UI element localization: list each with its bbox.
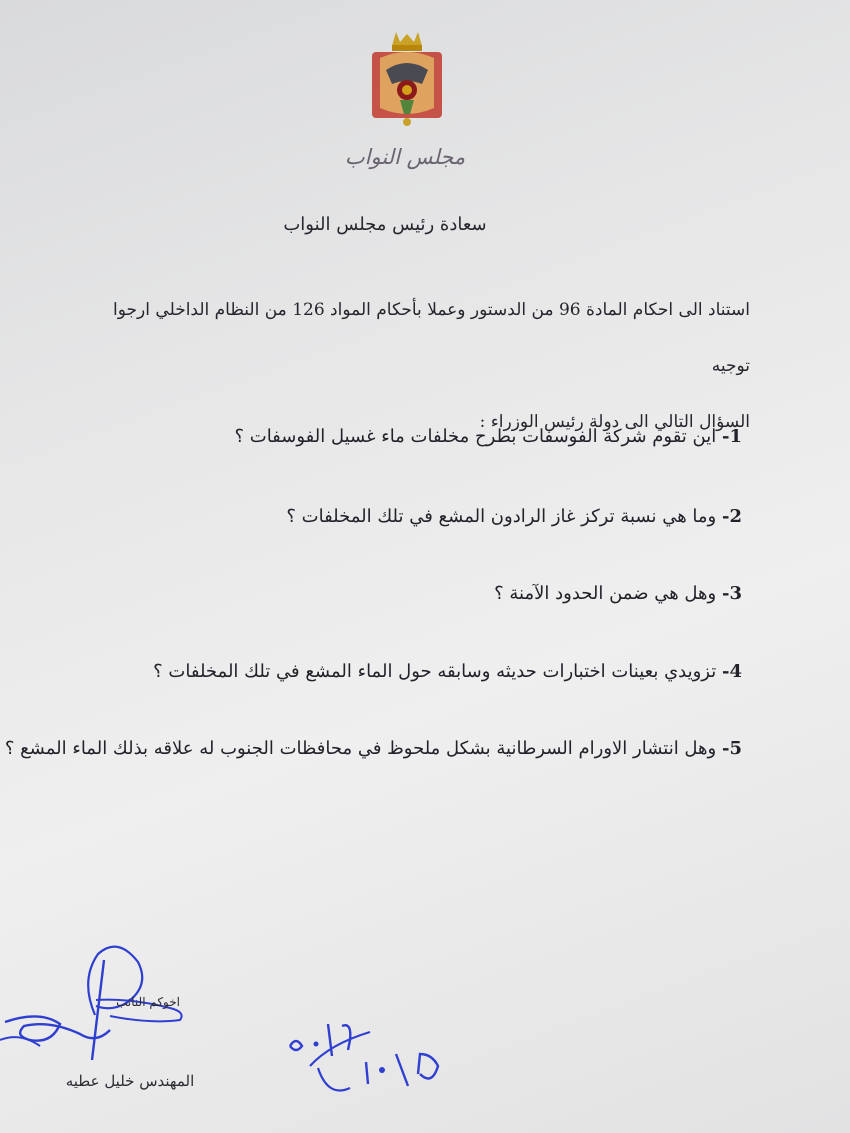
- intro-line-1: استناد الى احكام المادة 96 من الدستور وعملا بأحكام المواد 126 من النظام الداخلي ارجوا توجيه: [113, 300, 750, 376]
- question-item: [234, 426, 742, 447]
- question-text: وما هي نسبة تركز غاز الرادون المشع في تلك المخلفات ؟: [286, 506, 717, 527]
- signature-title: اخوكم النائب: [116, 995, 180, 1009]
- jordan-coat-of-arms-icon: [366, 28, 448, 128]
- date-text: ١٥ / ١٠ / ٢٠١٧: [361, 1102, 369, 1103]
- question-item: [153, 661, 742, 682]
- signer-name: المهندس خليل عطيه: [65, 1072, 195, 1090]
- question-text: اين تقوم شركة الفوسفات بطرح مخلفات ماء غسيل الفوسفات ؟: [234, 426, 717, 447]
- salutation: سعادة رئيس مجلس النواب: [283, 214, 487, 235]
- intro-line-2: السؤال التالي الى دولة رئيس الوزراء :: [479, 412, 750, 432]
- question-text: وهل هي ضمن الحدود الآمنة ؟: [494, 583, 717, 604]
- question-number: 5-: [721, 738, 742, 759]
- handwritten-date: [270, 1010, 460, 1105]
- question-number: 3-: [721, 583, 742, 604]
- question-item: [494, 583, 742, 604]
- question-number: 2-: [721, 506, 742, 527]
- institution-name: مجلس النواب: [344, 145, 466, 169]
- question-text: وهل انتشار الاورام السرطانية بشكل ملحوظ في محافظات الجنوب له علاقه بذلك الماء المشع ؟: [4, 738, 717, 759]
- question-item: [5, 738, 742, 759]
- question-number: 1-: [721, 426, 742, 447]
- question-number: 4-: [721, 661, 742, 682]
- question-item: [286, 506, 742, 527]
- question-text: تزويدي بعينات اختبارات حديثه وسابقه حول الماء المشع في تلك المخلفات ؟: [153, 661, 717, 682]
- intro-paragraph: [70, 282, 750, 450]
- handwritten-signature: [0, 940, 210, 1070]
